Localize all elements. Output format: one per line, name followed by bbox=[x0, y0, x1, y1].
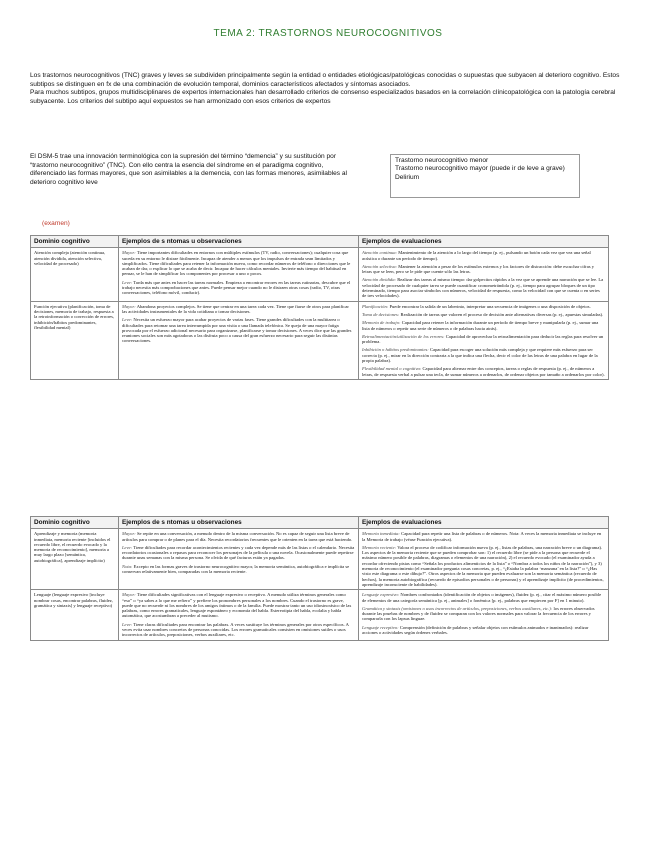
evaluation-text: Capacidad para retener la información durante un período de tiempo breve y manipularla (p. ej., sumar una lista de números o repetir una serie de números o de palabras hacia atrás). bbox=[362, 320, 599, 331]
evaluation-text: los errores observados durante las pruebas de nombres y de fluidez se comparan con los valores normales para valorar la frecuencia de los errores y compararla con los lapsus linguae. bbox=[362, 605, 595, 622]
symptom-text: Excepto en las formas graves de trastorno neurocognitivo mayor, la memoria semántica, autobiográfica e implícita se conservan relativamente bien, comparadas con la memoria reciente. bbox=[122, 563, 350, 575]
symptom-label: Nota: bbox=[122, 563, 133, 569]
symptom-label: Mayor: bbox=[122, 592, 136, 598]
header-symptoms: Ejemplos de s ntomas u observaciones bbox=[119, 517, 359, 529]
intro-paragraph: Los trastornos neurocognitivos (TNC) graves y leves se subdividen principalmente según la entidad o entidades etiológicas/patológicas conocidas o supuestas que subyacen al deterioro cognitivo. Estos subtipos se distinguen en fx de una combinación de evolución temporal, dominios característicos afectados y síntomas asociados. bbox=[30, 72, 620, 88]
header-domain: Dominio cognitivo bbox=[31, 517, 119, 529]
evaluation-text: Capacidad de aprovechar la retroalimentación para deducir las reglas para resolver un problema. bbox=[362, 333, 604, 345]
cognitive-domains-table-1 bbox=[30, 235, 609, 380]
table-header-row bbox=[31, 517, 609, 529]
evaluation-label: Atención dividida: bbox=[362, 277, 397, 283]
symptoms-cell bbox=[119, 529, 359, 590]
symptom-text: Abandona proyectos complejos. Se tiene que centrar en una tarea cada vez. Tiene que fiarse de otros para planificar las actividades instrumentales de la vida cotidiana o tomar decisiones. bbox=[122, 303, 349, 314]
evaluation-label: Inhibición o hábitos predominantes: bbox=[362, 347, 429, 353]
symptom-text: Tiene importantes dificultades en entornos con múltiples estímulos (TV, radio, conversaciones); cualquier cosa que suceda en su entorno le distrae fácilmente. Incapaz de atender a menos que los impulsos de entrada sean limitados y simplificados. Tiene dificultades para retener la información nueva, como recordar números de teléfono o direcciones que le acaban de dar, o explicar lo que se acaba de decir. Incapaz de hacer cálculos mentales. Invierte más tiempo del habitual en pensar, se le han de simplificar los componentes por procesar a uno o pocos. bbox=[122, 250, 351, 277]
intro-paragraph: Para muchos subtipos, grupos multidisciplinares de expertos internacionales han desarrollado criterios de consenso especializados basados en la correlación clínicopatológica con la patología cerebral subyacente. Los criterios del subtipo aquí expuestos se han armonizado con esos criterios de expertos bbox=[30, 89, 616, 105]
header-domain: Dominio cognitivo bbox=[31, 236, 119, 248]
evaluation-text: Valora el proceso de codificar información nueva (p. ej., listas de palabras, una narración breve o un diagrama). Los aspectos de la memoria reciente que se pueden comprobar son: 1) el recuerdo libre (se pide a la persona que recuerde el máximo número posible de palabras, diagramas o elementos de una narración), 2) el recuerdo evocado (el examinador ayuda a recordar ofreciendo pistas como “Señala los productos alimenticios de la lista” o “Nombra a todos los niños de la narración”), y 3) memoria de reconocimiento (el examinador pregunta cosas concretas, p. ej., “¿Estaba la palabra ‘manzana’ en la lista?” o “¿Has visto este diagrama o este dibujo?”. Otros aspectos de la memoria que pueden evaluarse son la memoria semántica (recuerdo de hechos), la memoria autobiográfica (recuerdo de episodios personales o de personas) y el aprendizaje implícito (de procedimientos, aprendizaje inconsciente de habilidades). bbox=[362, 544, 604, 587]
evaluation-text: Capacidad para repetir una lista de palabras o de números. Nota: A veces la memoria inmediata se incluye en la Memoria de trabajo (véase Función ejecutiva). bbox=[362, 531, 602, 542]
evaluation-label: Lenguaje expresivo: bbox=[362, 592, 400, 598]
page-title: TEMA 2: TRASTORNOS NEUROCOGNITIVOS bbox=[213, 28, 443, 39]
evaluation-text: Realización de tareas que valoren el proceso de decisión ante alternativas diversas (p. ej., apuestas simuladas). bbox=[400, 311, 604, 317]
evaluations-cell bbox=[359, 529, 609, 590]
symptom-text: Tiene dificultades significativas con el lenguaje expresivo o receptivo. A menudo utiliza términos generales como “eso” o “ya sabes a lo que me refiero” y prefiere los pronombres personales a los nombres. Cuando el trastorno es grave, puede que no recuerde ni los nombres de los amigos íntimos o de la familia. Puede mostrar tanto un uso idiosincrásico de las palabras, como errores gramaticales, lenguaje espontáneo y economía del habla. Estereotipia del habla, ecolalia y habla automática, que acostumbran a preceder al mutismo. bbox=[122, 592, 352, 619]
evaluation-label: Lenguaje receptivo: bbox=[362, 624, 399, 630]
symptom-text: Tiene claras dificultades para encontrar las palabras. A veces sustituye los términos generales por otros específicos. A veces evita usar nombres concretos de personas conocidas. Los errores gramaticales consisten en omisiones sutiles o usos incorrectos de artículos, preposiciones, verbos auxiliares, etc. bbox=[122, 621, 349, 638]
symptoms-cell bbox=[119, 590, 359, 640]
symptom-label: Mayor: bbox=[122, 250, 136, 256]
symptom-text: Tarda más que antes en hacer las tareas normales. Empieza a encontrar errores en las tareas rutinarias, descubre que el trabajo necesita más comprobaciones que antes. Puede pensar mejor cuando no le distraen otras cosas (radio, TV, otras conversaciones, teléfono móvil, conducir). bbox=[122, 279, 351, 296]
evaluations-cell bbox=[359, 590, 609, 640]
evaluation-label: Memoria reciente: bbox=[362, 544, 397, 550]
evaluation-label: Flexibilidad mental o cognitiva: bbox=[362, 366, 422, 372]
evaluation-text: Realizar dos tareas al mismo tiempo: dar golpecitos rápidos a la vez que se aprende una narración que se lee. La velocidad de procesado de cualquier tarea se puede cuantificar cronometrándola (p. ej., tiempo para agrupar bloques de un tipo determinado, tiempo para asociar símbolos con números, velocidad de respuesta, como la velocidad con que se cuenta o en series de tres velocidades). bbox=[362, 277, 604, 299]
evaluations-cell bbox=[359, 301, 609, 379]
symptom-label: Mayor: bbox=[122, 303, 136, 309]
evaluation-text: Comprensión (definición de palabras y señalar objetos con estímulos animados e inanimados): realizar acciones o actividades según órdenes verbales. bbox=[362, 624, 589, 636]
evaluations-cell bbox=[359, 248, 609, 301]
cognitive-domains-table-2 bbox=[30, 516, 609, 641]
evaluation-label: Retroalimentación/utilización de los errores: bbox=[362, 333, 445, 339]
table-row bbox=[31, 248, 609, 301]
table-header-row bbox=[31, 236, 609, 248]
type-item: Trastorno neurocognitivo mayor (puede ir de leve a grave) bbox=[395, 165, 565, 173]
symptom-text: Tiene dificultades para recordar acontecimientos recientes y cada vez depende más de las listas o el calendario. Necesita recordatorios ocasionales o repasos para reconocer los personajes de la película o una novela. Ocasionalmente puede repetirse durante unas semanas con la misma persona. Se olvida de qué facturas están ya pagadas. bbox=[122, 544, 355, 561]
evaluation-text: Capacidad para alternar entre dos conceptos, tareas o reglas de respuesta (p. ej., de números a letras, de respuesta verbal a pulsar una tecla, de sumar números a ordenarlos, de ordenar objetos por tamaño a ordenarlos por color). bbox=[362, 366, 605, 377]
symptom-label: Leve: bbox=[122, 621, 133, 627]
symptom-text: Se repite en una conversación, a menudo dentro de la misma conversación. No es capaz de seguir una lista breve de artículos para comprar o de planes para el día. Necesita recordatorios frecuentes que le orienten en la tarea que está haciendo. bbox=[122, 531, 353, 542]
table-row bbox=[31, 301, 609, 379]
evaluation-label: Planificación: bbox=[362, 303, 389, 309]
table-row bbox=[31, 590, 609, 640]
header-evaluations: Ejemplos de evaluaciones bbox=[359, 517, 609, 529]
domain-cell: Aprendizaje y memoria (memoria inmediata, memoria reciente [incluidos el recuerdo libre, el recuerdo evocado y la memoria de reconocimiento], memoria a muy largo plazo [semántica, autobiográfica], aprendizaje implícito) bbox=[31, 529, 119, 590]
types-box bbox=[390, 154, 580, 198]
intro-text bbox=[30, 72, 630, 106]
evaluation-text: Nombres confrontados (identificación de objetos o imágenes), fluidez (p. ej., citar el máximo número posible de elementos de una categoría semántica [p. ej., animales] o fonémica [p. ej., palabras que empiecen por F] en 1 minuto). bbox=[362, 592, 602, 603]
symptoms-cell bbox=[119, 248, 359, 301]
evaluation-text: Mantener la atención a pesar de los estímulos externos y los factores de distracción: debe escuchar cifras y letras que se leen, pero se le pide que cuente sólo las letras. bbox=[362, 263, 595, 275]
evaluation-label: Memoria inmediata: bbox=[362, 531, 400, 537]
domain-cell: Función ejecutiva (planificación, toma de decisiones, memoria de trabajo, respuesta a la retroinformación o corrección de errores, inhibición/hábitos predominantes, flexibilidad mental) bbox=[31, 301, 119, 379]
domain-cell: Lenguaje (lenguaje expresivo [incluye nombrar cosas, encontrar palabras, fluidez, gramática y sintaxis] y lenguaje receptivo) bbox=[31, 590, 119, 640]
dsm5-note: El DSM-5 trae una innovación terminológica con la supresión del término “demencia” y su sustitución por “trastorno neurocognitivo” (TNC). Con ello centra la esencia del síndrome en el paradigma cognitivo, diferenciado las formas mayores, que son asimilables a la demencia, con las formas menores, asimilables al deterioro cognitivo leve bbox=[30, 153, 348, 186]
evaluation-text: Capacidad para escoger una solución más compleja y que requiere más esfuerzo para ser correcta (p. ej., mirar en la dirección contraria a la que indica una flecha, decir el color de las letras de una palabra en lugar de la propia palabra). bbox=[362, 347, 598, 364]
evaluation-label: Memoria de trabajo: bbox=[362, 320, 401, 326]
evaluation-label: Toma de decisiones: bbox=[362, 311, 400, 317]
evaluation-label: Atención selectiva: bbox=[362, 263, 398, 269]
header-symptoms: Ejemplos de s ntomas u observaciones bbox=[119, 236, 359, 248]
evaluation-label: Gramática y sintaxis (omisiones o usos incorrectos de artículos, preposiciones, verbos auxiliares, etc.): bbox=[362, 605, 553, 611]
symptom-text: Necesita un esfuerzo mayor para acabar proyectos de varias fases. Tiene grandes dificultades con la multitarea o dificultades para retomar una tarea interrumpida por una visita o una llamada telefónica. Se queja de una mayor fatiga provocada por el esfuerzo adicional necesario para organizarse, planificarse y tomar decisiones. A veces dice que las grandes reuniones sociales son más agotadoras o las disfruta poco a causa del gran esfuerzo necesario para seguir las distintas conversaciones. bbox=[122, 317, 352, 344]
symptoms-cell bbox=[119, 301, 359, 379]
symptom-label: Leve: bbox=[122, 317, 133, 323]
table-row bbox=[31, 529, 609, 590]
examen-label: (examen) bbox=[42, 220, 70, 227]
type-item: Trastorno neurocognitivo menor bbox=[395, 157, 489, 164]
symptom-label: Leve: bbox=[122, 544, 133, 550]
symptom-label: Mayor: bbox=[122, 531, 136, 537]
evaluation-text: Mantenimiento de la atención a lo largo del tiempo (p. ej., pulsando un botón cada vez que vea una señal acústica o durante un período de tiempo). bbox=[362, 250, 591, 261]
header-evaluations: Ejemplos de evaluaciones bbox=[359, 236, 609, 248]
type-item: Delirium bbox=[395, 173, 420, 181]
domain-cell: Atención compleja (atención continua, atención dividida, atención selectiva, velocidad de procesado) bbox=[31, 248, 119, 301]
evaluation-label: Atención continua: bbox=[362, 250, 398, 256]
symptom-label: Leve: bbox=[122, 279, 133, 285]
evaluation-text: Puede encontrar la salida de un laberinto, interpretar una secuencia de imágenes o una disposición de objetos. bbox=[389, 303, 591, 309]
